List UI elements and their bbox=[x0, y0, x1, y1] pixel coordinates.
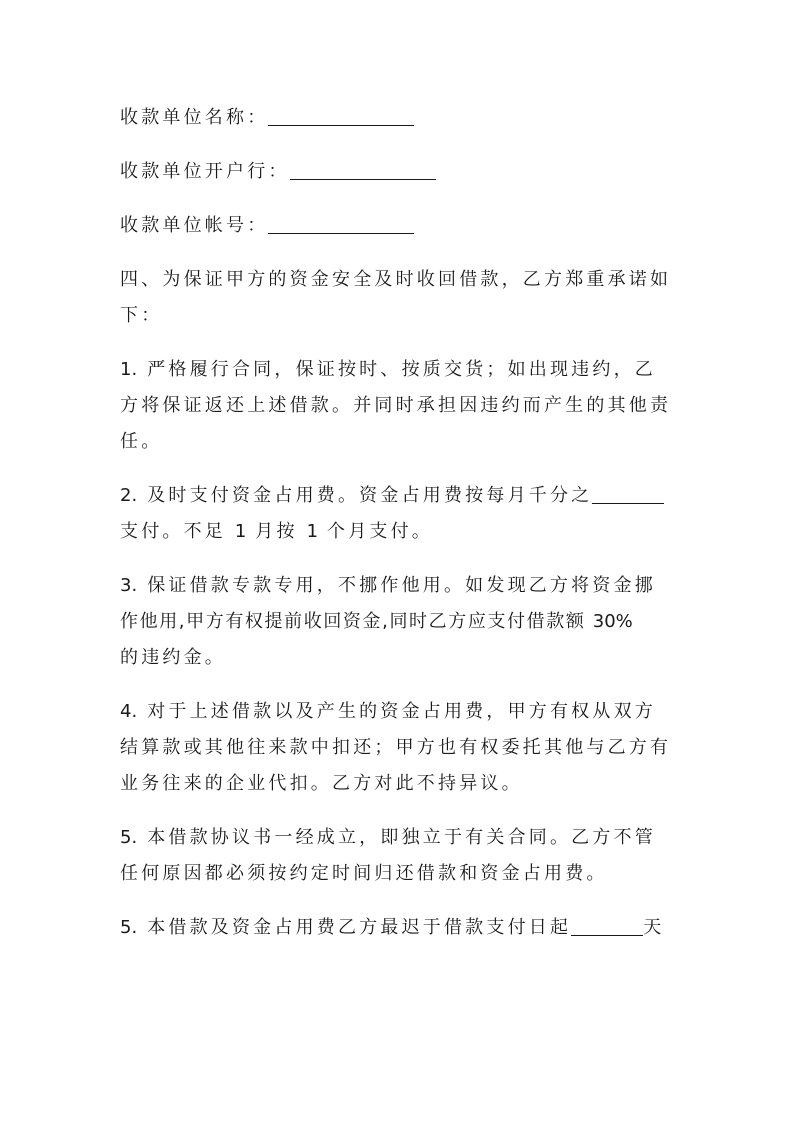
blank-line bbox=[268, 211, 414, 234]
clause-text: 及时支付资金占用费。资金占用费按每月千分之 bbox=[147, 485, 593, 506]
clause-6 bbox=[120, 910, 675, 946]
clause-text: 作他用,甲方有权提前收回资金,同时乙方应支付借款额 bbox=[120, 611, 586, 632]
text-line: 的违约金。 bbox=[120, 647, 226, 668]
clause-text: 本借款协议书一经成立，即独立于有关合同。乙方不管 bbox=[147, 827, 656, 848]
payee-name-field bbox=[120, 100, 675, 136]
number: 1 bbox=[234, 521, 247, 542]
clause-1 bbox=[120, 352, 675, 460]
clause-text: 天 bbox=[643, 917, 665, 938]
text-line: 业务往来的企业代扣。乙方对此不持异议。 bbox=[120, 773, 523, 794]
clause-number: 5. bbox=[120, 917, 138, 938]
text-line bbox=[120, 352, 675, 388]
clause-text: 个月支付。 bbox=[327, 521, 433, 542]
clause-number: 1. bbox=[120, 359, 138, 380]
text-line bbox=[120, 478, 675, 514]
clause-text: 严格履行合同，保证按时、按质交货；如出现违约，乙 bbox=[147, 359, 656, 380]
blank-line bbox=[290, 157, 436, 180]
clause-4 bbox=[120, 694, 675, 802]
clause-text: 支付。不足 bbox=[120, 521, 226, 542]
clause-number: 4. bbox=[120, 701, 138, 722]
text-line: 任何原因都必须按约定时间归还借款和资金占用费。 bbox=[120, 863, 608, 884]
section-4-heading bbox=[120, 262, 675, 334]
text-line bbox=[120, 694, 675, 730]
text-line: 方将保证返还上述借款。并同时承担因违约而产生的其他责 bbox=[120, 395, 672, 416]
payee-bank-field bbox=[120, 154, 675, 190]
clause-text: 对于上述借款以及产生的资金占用费，甲方有权从双方 bbox=[147, 701, 656, 722]
field-label: 收款单位帐号： bbox=[120, 215, 269, 236]
text-line bbox=[120, 910, 675, 946]
clause-text: 本借款及资金占用费乙方最迟于借款支付日起 bbox=[147, 917, 572, 938]
clause-text: 月按 bbox=[255, 521, 298, 542]
text-line: 任。 bbox=[120, 431, 163, 452]
document-page bbox=[120, 100, 675, 964]
clause-number: 2. bbox=[120, 485, 138, 506]
clause-number: 5. bbox=[120, 827, 138, 848]
blank-line bbox=[268, 103, 414, 126]
clause-2 bbox=[120, 478, 675, 550]
text-line bbox=[120, 820, 675, 856]
text-line bbox=[120, 604, 675, 640]
percent: 30% bbox=[592, 611, 633, 632]
blank-line bbox=[571, 913, 643, 936]
field-label: 收款单位名称： bbox=[120, 107, 269, 128]
clause-5 bbox=[120, 820, 675, 892]
text-line: 四、为保证甲方的资金安全及时收回借款，乙方郑重承诺如 bbox=[120, 269, 672, 290]
blank-line bbox=[592, 481, 664, 504]
number: 1 bbox=[306, 521, 319, 542]
clause-number: 3. bbox=[120, 575, 138, 596]
text-line bbox=[120, 568, 675, 604]
text-line: 下： bbox=[120, 305, 163, 326]
text-line: 结算款或其他往来款中扣还；甲方也有权委托其他与乙方有 bbox=[120, 737, 672, 758]
clause-text: 保证借款专款专用，不挪作他用。如发现乙方将资金挪 bbox=[147, 575, 656, 596]
text-line bbox=[120, 514, 675, 550]
field-label: 收款单位开户行： bbox=[120, 161, 290, 182]
payee-account-field bbox=[120, 208, 675, 244]
clause-3 bbox=[120, 568, 675, 676]
